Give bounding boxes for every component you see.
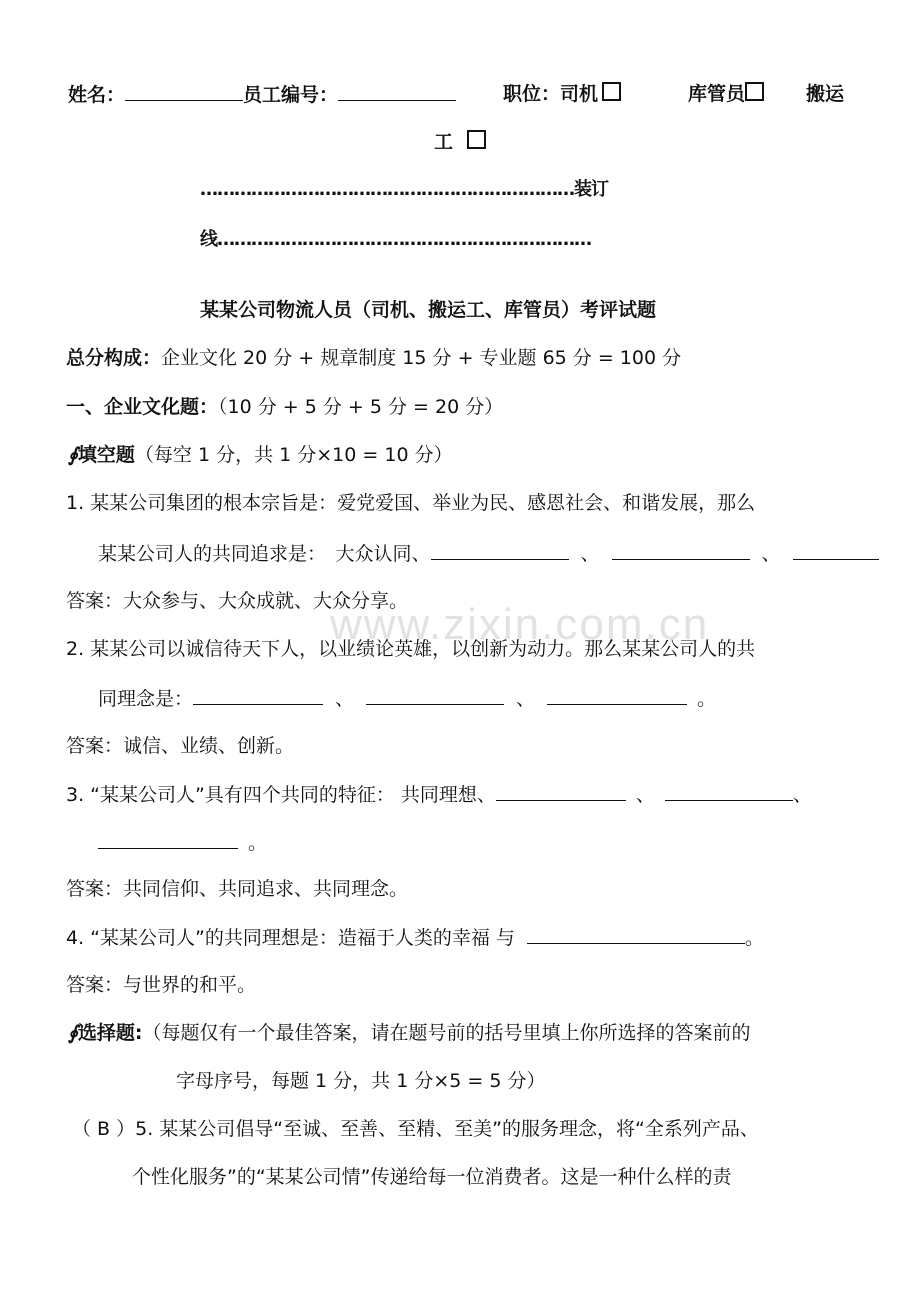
- answer-blank[interactable]: [366, 686, 504, 705]
- separator: 、: [516, 688, 536, 710]
- keeper-option: [688, 82, 764, 106]
- section-score: （10 分 + 5 分 + 5 分 = 20 分）: [218, 396, 504, 418]
- total-score-label: 总分构成：: [66, 347, 162, 369]
- binding-line-top: …………………………………………………………装订: [200, 179, 608, 200]
- option-keeper-label: 库管员: [688, 83, 746, 105]
- option-porter-label: 工: [434, 131, 454, 153]
- fill-blank-label: 填空题: [77, 444, 135, 466]
- question-1-answer: 答案：大众参与、大众成就、大众分享。: [66, 590, 409, 612]
- fill-blank-score: （每空 1 分，共 1 分×10 = 10 分）: [134, 444, 453, 466]
- page-title: 某某公司物流人员（司机、搬运工、库管员）考评试题: [200, 299, 657, 321]
- question-2-line-1: 2. 某某公司以诚信待天下人，以业绩论英雄，以创新为动力。那么某某公司人的共: [66, 638, 756, 660]
- porter-checkbox[interactable]: [467, 130, 486, 149]
- question-5-answer-mark[interactable]: （ B ）: [72, 1118, 136, 1140]
- porter-option-a: 搬运: [806, 83, 845, 105]
- separator: 、: [580, 543, 600, 565]
- question-1-text: 某某公司人的共同追求是： 大众认同、: [98, 543, 431, 565]
- choice-heading: [68, 1021, 751, 1045]
- question-3-line-2: [98, 830, 267, 855]
- employee-id-label: 员工编号：: [243, 84, 339, 106]
- position-row: [503, 82, 621, 106]
- question-4-answer: 答案：与世界的和平。: [66, 974, 257, 996]
- question-3-answer: 答案：共同信仰、共同追求、共同理念。: [66, 878, 409, 900]
- total-score-row: [66, 346, 681, 370]
- total-score-text: 企业文化 20 分 + 规章制度 15 分 + 专业题 65 分 = 100 分: [161, 347, 682, 369]
- answer-blank[interactable]: [547, 686, 687, 705]
- driver-checkbox[interactable]: [602, 82, 621, 101]
- separator: 、: [792, 784, 812, 806]
- question-5-line-2: 个性化服务”的“某某公司情”传递给每一位消费者。这是一种什么样的责: [132, 1166, 732, 1188]
- employee-id-field[interactable]: [338, 82, 456, 101]
- question-3-line-1: [66, 782, 812, 807]
- answer-blank[interactable]: [612, 541, 750, 560]
- separator: 、: [761, 543, 781, 565]
- question-4-line-1: [66, 925, 764, 950]
- answer-blank[interactable]: [496, 782, 626, 801]
- section-heading: [66, 395, 503, 419]
- question-2-answer: 答案：诚信、业绩、创新。: [66, 735, 295, 757]
- question-5-line-1: [72, 1117, 759, 1141]
- watermark: www.zixin.com.cn: [330, 600, 710, 649]
- question-5-text: 5. 某某公司倡导“至诚、至善、至精、至美”的服务理念，将“全系列产品、: [135, 1118, 759, 1140]
- option-driver-label: 司机: [560, 83, 599, 105]
- answer-blank[interactable]: [527, 925, 745, 944]
- answer-blank[interactable]: [193, 686, 323, 705]
- binding-line-bottom: 线…………………………………………………………: [200, 229, 591, 250]
- period: 。: [248, 832, 268, 854]
- keeper-checkbox[interactable]: [745, 82, 764, 101]
- choice-instructions: （每题仅有一个最佳答案，请在题号前的括号里填上你所选择的答案前的: [142, 1022, 751, 1044]
- choice-label: 选择题:: [77, 1022, 143, 1044]
- position-label: 职位：: [503, 83, 561, 105]
- fill-blank-heading: [68, 443, 453, 467]
- answer-blank[interactable]: [665, 782, 793, 801]
- porter-option-b: [434, 130, 486, 154]
- question-1-line-1: 1. 某某公司集团的根本宗旨是：爱党爱国、举业为民、感恩社会、和谐发展，那么: [66, 492, 756, 514]
- question-1-line-2: [98, 541, 879, 566]
- question-2-line-2: [98, 686, 716, 711]
- integral-icon: ∮: [68, 1022, 78, 1044]
- separator: 、: [635, 784, 655, 806]
- separator: 、: [335, 688, 355, 710]
- question-4-text: 4. “某某公司人”的共同理想是：造福于人类的幸福 与: [66, 927, 515, 949]
- integral-icon: ∮: [68, 444, 78, 466]
- section-label: 一、企业文化题：: [66, 396, 219, 418]
- answer-blank[interactable]: [793, 541, 879, 560]
- answer-blank[interactable]: [431, 541, 569, 560]
- period: 。: [697, 688, 717, 710]
- answer-blank[interactable]: [98, 830, 238, 849]
- name-field[interactable]: [125, 82, 243, 101]
- period: 。: [744, 927, 764, 949]
- header-row: [68, 82, 456, 107]
- choice-instructions-line-2: 字母序号，每题 1 分，共 1 分×5 = 5 分）: [176, 1070, 546, 1092]
- name-label: 姓名：: [68, 84, 126, 106]
- question-2-text: 同理念是：: [98, 688, 194, 710]
- question-3-text: 3. “某某公司人”具有四个共同的特征： 共同理想、: [66, 784, 496, 806]
